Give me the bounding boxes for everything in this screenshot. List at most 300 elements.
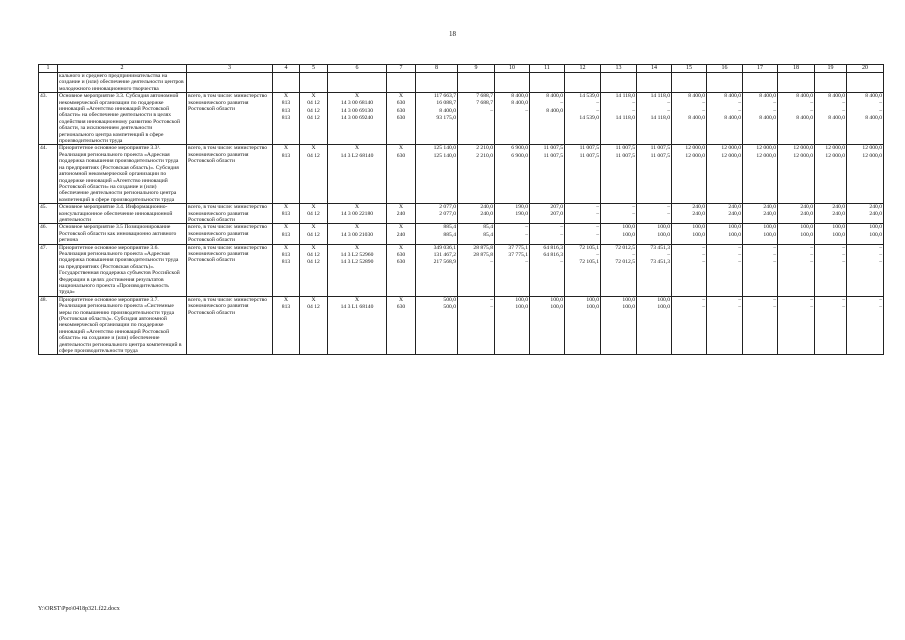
value-cell: 8 400,0 — [865, 93, 882, 100]
value-cell: – — [702, 304, 705, 310]
value-cell: 813 — [281, 100, 291, 107]
value-column — [743, 224, 778, 244]
value-cell: 12 000,0 — [685, 145, 705, 152]
value-column — [328, 224, 387, 244]
value-cell: – — [667, 204, 670, 211]
value-cell: 7 688,7 — [476, 100, 493, 107]
empty-cell — [387, 73, 416, 93]
value-cell: Х — [311, 145, 316, 152]
value-cell: 12 000,0 — [793, 145, 813, 152]
value-column — [672, 224, 707, 244]
value-column — [815, 93, 847, 145]
value-cell: – — [773, 304, 776, 310]
value-cell: 240,0 — [728, 211, 741, 218]
value-cell: 28 875,8 — [473, 244, 493, 251]
empty-cell — [637, 73, 672, 93]
value-cell: – — [879, 296, 882, 303]
value-cell: 04 12 — [307, 304, 320, 310]
value-column — [601, 93, 637, 145]
funding-source: всего, в том числе: министерство экономического развития Ростовской области — [187, 224, 273, 244]
value-column — [458, 244, 495, 296]
column-number: 19 — [815, 65, 847, 73]
empty-cell — [847, 73, 884, 93]
event-description: Приоритетное основное мероприятие 3.6. Реализация регионального проекта «Адресная поддержка повышения производительности труда на предприятиях (Ростовская область)». Государственная поддержка субъектов Российской Федерации в целях достижения результатов национального проекта «Производительность труда» — [58, 244, 187, 296]
value-column — [637, 244, 672, 296]
value-cell: Х — [283, 204, 289, 211]
value-cell: 04 12 — [307, 231, 320, 238]
event-description: кального и среднего предпринимательства на создание и (или) обеспечение деятельности центров молодежного инновационного творчества — [58, 73, 187, 93]
value-cell: Х — [398, 224, 404, 231]
value-cell: 100,0 — [800, 224, 813, 231]
value-column — [300, 204, 328, 224]
value-cell: 100,0 — [622, 231, 635, 238]
value-cell: – — [879, 258, 882, 265]
value-cell: 100,0 — [728, 224, 741, 231]
value-cell: Х — [311, 93, 316, 100]
value-cell: 11 007,5 — [579, 152, 599, 159]
empty-cell — [458, 73, 495, 93]
empty-cell — [601, 73, 637, 93]
empty-cell — [300, 73, 328, 93]
value-column — [458, 296, 495, 355]
value-cell: 11 007,5 — [615, 145, 635, 152]
column-number: 7 — [387, 65, 416, 73]
value-cell: – — [490, 296, 493, 303]
value-cell: – — [773, 258, 776, 265]
value-cell: – — [702, 107, 705, 114]
value-cell: – — [596, 107, 599, 114]
value-column — [778, 244, 815, 296]
value-cell: – — [842, 304, 845, 310]
value-column — [387, 296, 416, 355]
value-column — [672, 204, 707, 224]
value-cell: 37 775,1 — [508, 251, 528, 258]
value-column — [672, 244, 707, 296]
value-cell: – — [810, 251, 813, 258]
column-number: 14 — [637, 65, 672, 73]
value-cell: 8 400,0 — [759, 114, 776, 121]
value-cell: 885,4 — [443, 224, 456, 231]
event-description: Основное мероприятие 3.3. Субсидия автономной некоммерческой организации по поддержке инноваций «Агентство инноваций Ростовской области» на обеспечение деятельности в целях содействия инновационному развитию Ростовской области, за исключением деятельности регионального центра компетенций в сфере производительности труда — [58, 93, 187, 145]
row-number: 45. — [39, 204, 58, 224]
value-cell: 6 900,0 — [511, 152, 528, 159]
value-column — [495, 93, 530, 145]
value-cell: 240,0 — [800, 204, 813, 211]
value-cell: 14 3 00 68140 — [340, 100, 374, 107]
value-column — [565, 296, 601, 355]
value-column — [328, 296, 387, 355]
value-cell: – — [773, 100, 776, 107]
value-cell: 12 000,0 — [825, 145, 845, 152]
value-column — [530, 296, 565, 355]
value-cell: 500,0 — [443, 304, 456, 310]
value-cell: – — [738, 244, 741, 251]
value-cell: 630 — [396, 258, 406, 265]
value-column — [815, 296, 847, 355]
value-cell: – — [842, 107, 845, 114]
value-cell: Х — [354, 145, 360, 152]
value-cell: – — [490, 107, 493, 114]
value-cell: 813 — [281, 304, 291, 310]
value-column — [565, 93, 601, 145]
value-cell: 72 105,1 — [579, 244, 599, 251]
value-cell: – — [667, 100, 670, 107]
value-cell: 630 — [396, 304, 406, 310]
value-cell: Х — [311, 224, 316, 231]
value-cell: 6 900,0 — [511, 145, 528, 152]
value-cell: – — [879, 107, 882, 114]
value-column — [707, 224, 743, 244]
column-number: 16 — [707, 65, 743, 73]
value-cell: 813 — [281, 114, 291, 121]
value-cell: – — [560, 100, 563, 107]
column-number: 10 — [495, 65, 530, 73]
column-number: 2 — [58, 65, 187, 73]
column-number: 13 — [601, 65, 637, 73]
value-cell: 100,0 — [550, 296, 563, 303]
value-cell: 240 — [396, 211, 406, 218]
value-cell: 100,0 — [586, 304, 599, 310]
value-cell: – — [632, 211, 635, 218]
value-cell: 11 007,5 — [579, 145, 599, 152]
value-cell: – — [667, 107, 670, 114]
value-cell: 04 12 — [307, 107, 320, 114]
value-cell: 630 — [396, 107, 406, 114]
value-cell: Х — [311, 296, 316, 303]
empty-cell — [672, 73, 707, 93]
value-cell: 12 000,0 — [756, 152, 776, 159]
value-cell: 8 400,0 — [724, 93, 741, 100]
value-cell: 16 088,7 — [436, 100, 456, 107]
table-body — [39, 65, 884, 355]
value-column — [565, 204, 601, 224]
value-cell: 73 451,3 — [650, 244, 670, 251]
value-column — [637, 224, 672, 244]
value-column — [300, 145, 328, 204]
empty-cell — [778, 73, 815, 93]
value-cell: 8 400,0 — [796, 93, 813, 100]
value-cell: Х — [354, 224, 360, 231]
value-column — [778, 145, 815, 204]
value-column — [458, 204, 495, 224]
value-cell: 100,0 — [622, 304, 635, 310]
value-cell: Х — [283, 244, 289, 251]
value-cell: 8 400,0 — [688, 114, 705, 121]
row-number: 46. — [39, 224, 58, 244]
value-cell: 8 400,0 — [439, 107, 456, 114]
value-cell: – — [810, 296, 813, 303]
value-column — [273, 204, 300, 224]
event-description: Приоритетное основное мероприятие 3.3¹. Реализация регионального проекта «Адресная поддержка повышения производительности труда на предприятиях (Ростовская область)». Субсидия автономной некоммерческой организации по поддержке инноваций «Агентство инноваций Ростовской области» на создание и (или) обеспечение деятельности регионального центра компетенций в сфере производительности труда — [58, 145, 187, 204]
value-cell: 240,0 — [763, 204, 776, 211]
value-cell: – — [842, 258, 845, 265]
value-column — [601, 296, 637, 355]
value-cell: 12 000,0 — [756, 145, 776, 152]
value-cell: 813 — [281, 251, 291, 258]
value-cell: 04 12 — [307, 100, 320, 107]
value-column — [672, 145, 707, 204]
value-cell: – — [632, 204, 635, 211]
value-column — [815, 244, 847, 296]
value-cell: Х — [311, 204, 316, 211]
funding-source: всего, в том числе: министерство экономического развития Ростовской области — [187, 204, 273, 224]
value-cell: 100,0 — [832, 231, 845, 238]
value-cell: 04 12 — [307, 114, 320, 121]
value-cell: – — [738, 107, 741, 114]
value-column — [847, 93, 884, 145]
value-cell: – — [879, 100, 882, 107]
value-cell: 85,4 — [483, 231, 493, 238]
value-column — [601, 224, 637, 244]
value-column — [601, 145, 637, 204]
value-column — [300, 296, 328, 355]
value-cell: 240,0 — [869, 211, 882, 218]
column-number: 8 — [416, 65, 458, 73]
value-column — [328, 93, 387, 145]
value-column — [300, 244, 328, 296]
value-column — [273, 145, 300, 204]
value-cell: 12 000,0 — [793, 152, 813, 159]
value-cell: – — [702, 296, 705, 303]
value-cell: 240,0 — [763, 211, 776, 218]
value-cell: 100,0 — [800, 231, 813, 238]
value-column — [530, 204, 565, 224]
value-cell: Х — [283, 145, 289, 152]
value-column — [847, 224, 884, 244]
value-cell: 100,0 — [657, 231, 670, 238]
value-cell: 125 140,0 — [433, 152, 456, 159]
value-cell: 100,0 — [763, 224, 776, 231]
value-cell: 8 400,0 — [828, 114, 845, 121]
header-row — [39, 65, 884, 73]
value-cell: – — [842, 244, 845, 251]
funding-source: всего, в том числе: министерство экономического развития Ростовской области — [187, 244, 273, 296]
value-column — [847, 296, 884, 355]
value-column — [387, 244, 416, 296]
value-cell: – — [738, 296, 741, 303]
value-cell: 190,0 — [515, 211, 528, 218]
value-cell: – — [810, 107, 813, 114]
table-row — [39, 145, 884, 204]
value-cell: – — [525, 258, 528, 265]
value-cell: – — [879, 244, 882, 251]
value-column — [601, 244, 637, 296]
value-cell: 12 000,0 — [862, 145, 882, 152]
value-column — [743, 244, 778, 296]
value-cell: 100,0 — [550, 304, 563, 310]
value-cell: 100,0 — [515, 304, 528, 310]
value-cell: – — [632, 100, 635, 107]
value-column — [778, 296, 815, 355]
value-column — [273, 244, 300, 296]
value-cell: – — [490, 258, 493, 265]
value-cell: 100,0 — [622, 224, 635, 231]
value-cell: – — [702, 258, 705, 265]
column-number: 5 — [300, 65, 328, 73]
value-cell: – — [738, 251, 741, 258]
value-column — [300, 224, 328, 244]
table-row — [39, 224, 884, 244]
value-cell: – — [667, 211, 670, 218]
value-cell: 630 — [396, 152, 406, 159]
value-cell: 100,0 — [692, 224, 705, 231]
value-column — [847, 244, 884, 296]
empty-cell — [495, 73, 530, 93]
value-cell: 500,0 — [443, 296, 456, 303]
value-column — [637, 145, 672, 204]
value-cell: 8 400,0 — [759, 93, 776, 100]
value-cell: Х — [398, 204, 404, 211]
value-column — [416, 145, 458, 204]
value-cell: 240 — [396, 231, 406, 238]
value-cell: 04 12 — [307, 152, 320, 159]
value-cell: 04 12 — [307, 211, 320, 218]
event-description: Приоритетное основное мероприятие 3.7. Реализация регионального проекта «Системные меры по повышению производительности труда (Ростовская область)». Субсидия автономной некоммерческой организации по поддержке инноваций «Агентство инноваций Ростовской области» на создание и (или) обеспечение деятельности регионального центра компетенций в сфере производительности труда — [58, 296, 187, 355]
table-row — [39, 244, 884, 296]
value-cell: 8 400,0 — [828, 93, 845, 100]
value-cell: 190,0 — [515, 204, 528, 211]
table-row — [39, 93, 884, 145]
value-column — [416, 296, 458, 355]
value-cell: 14 3 00 21030 — [340, 231, 374, 238]
value-cell: 240,0 — [692, 204, 705, 211]
value-cell: 14 539,0 — [579, 93, 599, 100]
value-column — [707, 296, 743, 355]
value-cell: 240,0 — [832, 204, 845, 211]
value-cell — [496, 115, 528, 122]
value-column — [387, 224, 416, 244]
value-cell: 37 775,1 — [508, 244, 528, 251]
value-cell: 12 000,0 — [862, 152, 882, 159]
funding-source: всего, в том числе: министерство экономического развития Ростовской области — [187, 296, 273, 355]
value-cell: – — [773, 244, 776, 251]
value-cell: 100,0 — [515, 296, 528, 303]
value-cell: 813 — [281, 258, 291, 265]
value-cell: 12 000,0 — [685, 152, 705, 159]
value-cell — [531, 115, 563, 122]
empty-cell — [273, 73, 300, 93]
value-cell: Х — [398, 296, 404, 303]
value-column — [416, 224, 458, 244]
value-column — [707, 204, 743, 224]
value-cell: 7 688,7 — [476, 93, 493, 100]
budget-table — [38, 64, 884, 355]
value-cell: 64 816,3 — [543, 244, 563, 251]
row-number-cell — [39, 73, 58, 93]
value-cell: 349 036,1 — [433, 244, 456, 251]
value-column — [565, 244, 601, 296]
value-cell: 12 000,0 — [721, 145, 741, 152]
value-cell: Х — [283, 296, 289, 303]
value-cell: 630 — [396, 114, 406, 121]
value-cell: 73 451,3 — [650, 258, 670, 265]
event-description: Основное мероприятие 3.4. Информационно-консультационное обеспечение инновационной деятельности — [58, 204, 187, 224]
value-column — [743, 145, 778, 204]
column-number: 11 — [530, 65, 565, 73]
value-cell: 240,0 — [869, 204, 882, 211]
value-column — [458, 145, 495, 204]
column-number: 15 — [672, 65, 707, 73]
value-cell: 240,0 — [800, 211, 813, 218]
value-column — [672, 93, 707, 145]
value-column — [300, 93, 328, 145]
value-column — [495, 224, 530, 244]
value-cell: 131 467,2 — [433, 251, 456, 258]
value-cell: – — [596, 231, 599, 238]
empty-cell — [743, 73, 778, 93]
row-number: 48. — [39, 296, 58, 355]
value-cell: 207,0 — [550, 204, 563, 211]
value-cell: 04 12 — [307, 258, 320, 265]
value-cell: Х — [354, 296, 360, 303]
value-cell: 2 210,0 — [476, 152, 493, 159]
value-cell: 630 — [396, 100, 406, 107]
value-column — [328, 204, 387, 224]
value-cell: 630 — [396, 251, 406, 258]
value-cell: 813 — [281, 211, 291, 218]
value-column — [707, 93, 743, 145]
value-cell: 14 3 00 69130 — [340, 107, 374, 114]
value-cell: 100,0 — [657, 304, 670, 310]
value-cell: 12 000,0 — [825, 152, 845, 159]
value-cell: 813 — [281, 152, 291, 159]
footer-file-path: Y:\ORST\Ppo\0418p321.f22.docx — [38, 606, 120, 612]
value-cell: – — [596, 204, 599, 211]
value-column — [815, 204, 847, 224]
value-cell: 8 400,0 — [511, 93, 528, 100]
funding-source: всего, в том числе: министерство экономического развития Ростовской области — [187, 93, 273, 145]
value-cell: 8 400,0 — [865, 114, 882, 121]
value-cell: 2 210,0 — [476, 145, 493, 152]
value-cell: 100,0 — [586, 296, 599, 303]
value-column — [273, 224, 300, 244]
value-cell — [459, 115, 493, 122]
value-cell: Х — [398, 244, 404, 251]
value-cell: Х — [354, 93, 360, 100]
empty-cell — [565, 73, 601, 93]
value-cell: Х — [398, 93, 404, 100]
value-cell: 240,0 — [480, 204, 493, 211]
value-column — [637, 204, 672, 224]
value-cell: 813 — [281, 107, 291, 114]
value-cell: 11 007,5 — [543, 145, 563, 152]
value-column — [743, 296, 778, 355]
value-cell: 11 007,5 — [615, 152, 635, 159]
empty-cell — [815, 73, 847, 93]
value-cell: 14 118,0 — [615, 93, 635, 100]
value-cell: 93 175,0 — [436, 114, 456, 121]
empty-cell — [328, 73, 387, 93]
value-cell: 11 007,5 — [650, 145, 670, 152]
value-cell: – — [810, 100, 813, 107]
value-cell: 217 568,9 — [433, 258, 456, 265]
value-cell: 2 077,0 — [439, 211, 456, 218]
value-cell: 240,0 — [832, 211, 845, 218]
value-cell: 14 3 L2 68140 — [340, 152, 374, 159]
value-cell: 8 400,0 — [546, 93, 563, 100]
value-column — [601, 204, 637, 224]
value-column — [778, 93, 815, 145]
value-cell: Х — [283, 224, 289, 231]
value-column — [273, 296, 300, 355]
empty-cell — [530, 73, 565, 93]
value-cell: 8 400,0 — [724, 114, 741, 121]
value-column — [815, 145, 847, 204]
value-cell: 240,0 — [692, 211, 705, 218]
value-cell: – — [525, 107, 528, 114]
value-cell: 100,0 — [763, 231, 776, 238]
column-number: 9 — [458, 65, 495, 73]
